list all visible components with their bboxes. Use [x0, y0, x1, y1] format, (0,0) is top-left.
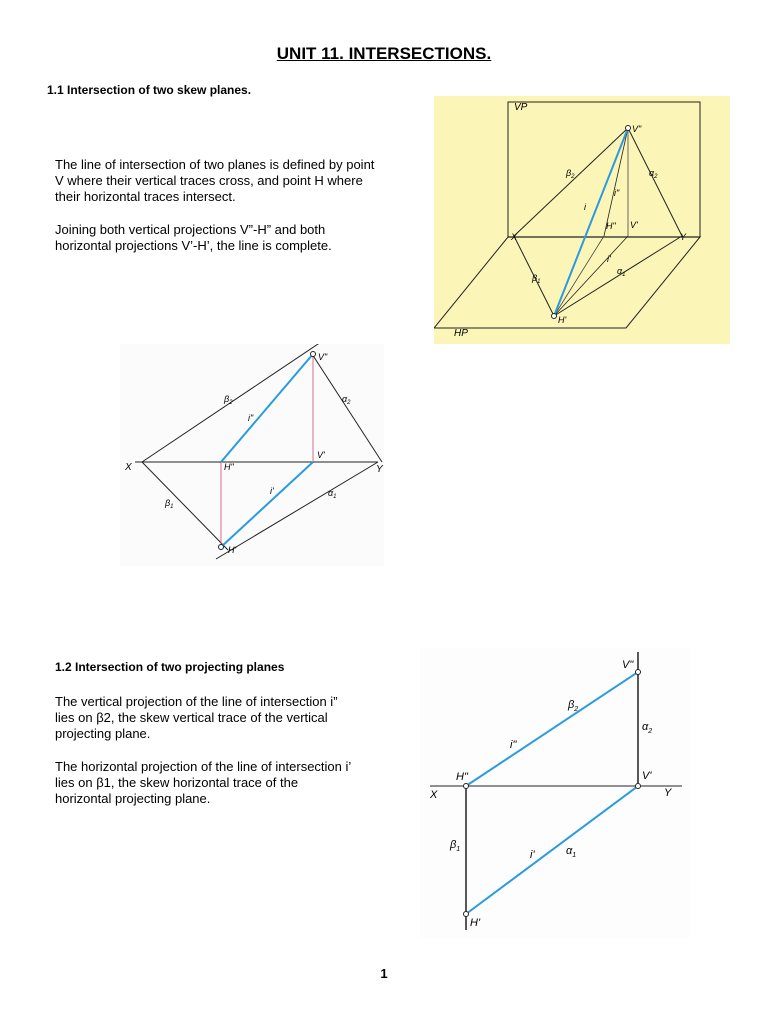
- label-i2: i": [614, 188, 620, 198]
- label-i2: i": [510, 739, 517, 751]
- label-y: Y: [664, 787, 672, 799]
- label-h1: H': [470, 917, 481, 929]
- label-h1: H': [228, 545, 237, 555]
- label-i1: i': [607, 254, 611, 264]
- label-alpha2: $\alpha_2$: [642, 721, 653, 735]
- label-alpha1: $\alpha_1$: [566, 845, 577, 859]
- label-v2: V": [632, 124, 642, 134]
- label-beta2: $\beta_2$: [224, 394, 233, 406]
- point-v2: [636, 670, 641, 675]
- section-1-paragraph-2: Joining both vertical projections V”-H” and both horizontal projections V’-H’, the line is complete.: [55, 222, 332, 253]
- figure-background: [434, 96, 730, 344]
- label-i: i: [584, 202, 586, 212]
- point-h: [552, 314, 557, 319]
- point-v2: [311, 352, 316, 357]
- point-v: [626, 126, 631, 131]
- label-v1: V': [642, 770, 652, 782]
- label-h1: H': [558, 315, 567, 325]
- label-v2: V": [622, 659, 634, 671]
- label-alpha1: $\alpha_1$: [328, 488, 337, 500]
- page-number: 1: [380, 966, 388, 981]
- label-beta2: $\beta_2$: [566, 168, 575, 180]
- label-y: Y: [680, 232, 687, 242]
- label-vp: VP: [514, 102, 528, 113]
- label-v1: V': [630, 220, 638, 230]
- label-alpha1: $\alpha_1$: [617, 266, 626, 278]
- label-hp: HP: [454, 328, 468, 339]
- figure-background: [420, 648, 690, 938]
- figure-background: [120, 344, 384, 566]
- label-beta1: $\beta_1$: [165, 498, 174, 510]
- point-v1: [636, 784, 641, 789]
- label-h2: H": [456, 771, 468, 783]
- label-h2: H": [224, 462, 234, 472]
- label-alpha2: $\alpha_2$: [649, 168, 658, 180]
- label-x: X: [430, 789, 438, 801]
- label-i1: i': [270, 486, 274, 496]
- page-title: UNIT 11. INTERSECTIONS.: [276, 44, 492, 63]
- figure-orthographic-skew: [120, 344, 384, 566]
- section-2-paragraph-2: The horizontal projection of the line of intersection i’ lies on β1, the skew horizontal trace of the horizontal projecting plane.: [55, 759, 351, 806]
- figure-3d-planes: [434, 96, 730, 344]
- section-2-heading: 1.2 Intersection of two projecting planes: [55, 660, 285, 674]
- label-beta2: $\beta_2$: [568, 699, 579, 713]
- section-2-paragraph-1: The vertical projection of the line of intersection i” lies on β2, the skew vertical trace of the vertical projecting plane.: [55, 694, 338, 741]
- label-alpha2: $\alpha_2$: [342, 394, 351, 406]
- label-beta1: $\beta_1$: [450, 839, 461, 853]
- point-h1: [464, 912, 469, 917]
- point-h2: [464, 784, 469, 789]
- label-i2: i": [248, 413, 254, 423]
- label-v2: V": [318, 352, 328, 362]
- section-1-heading: 1.1 Intersection of two skew planes.: [47, 83, 252, 97]
- label-y: Y: [376, 464, 383, 475]
- label-beta1: $\beta_1$: [532, 273, 541, 285]
- section-1-paragraph-1: The line of intersection of two planes is defined by point V where their vertical traces cross, and point H where their horizontal traces intersect.: [55, 157, 375, 204]
- label-h2: H": [606, 221, 616, 231]
- figure-projecting-planes: [420, 648, 690, 938]
- point-h1: [219, 545, 224, 550]
- label-x: X: [511, 232, 518, 242]
- label-v1: V': [317, 450, 325, 460]
- label-x: X: [125, 462, 132, 473]
- label-i1: i': [530, 849, 535, 861]
